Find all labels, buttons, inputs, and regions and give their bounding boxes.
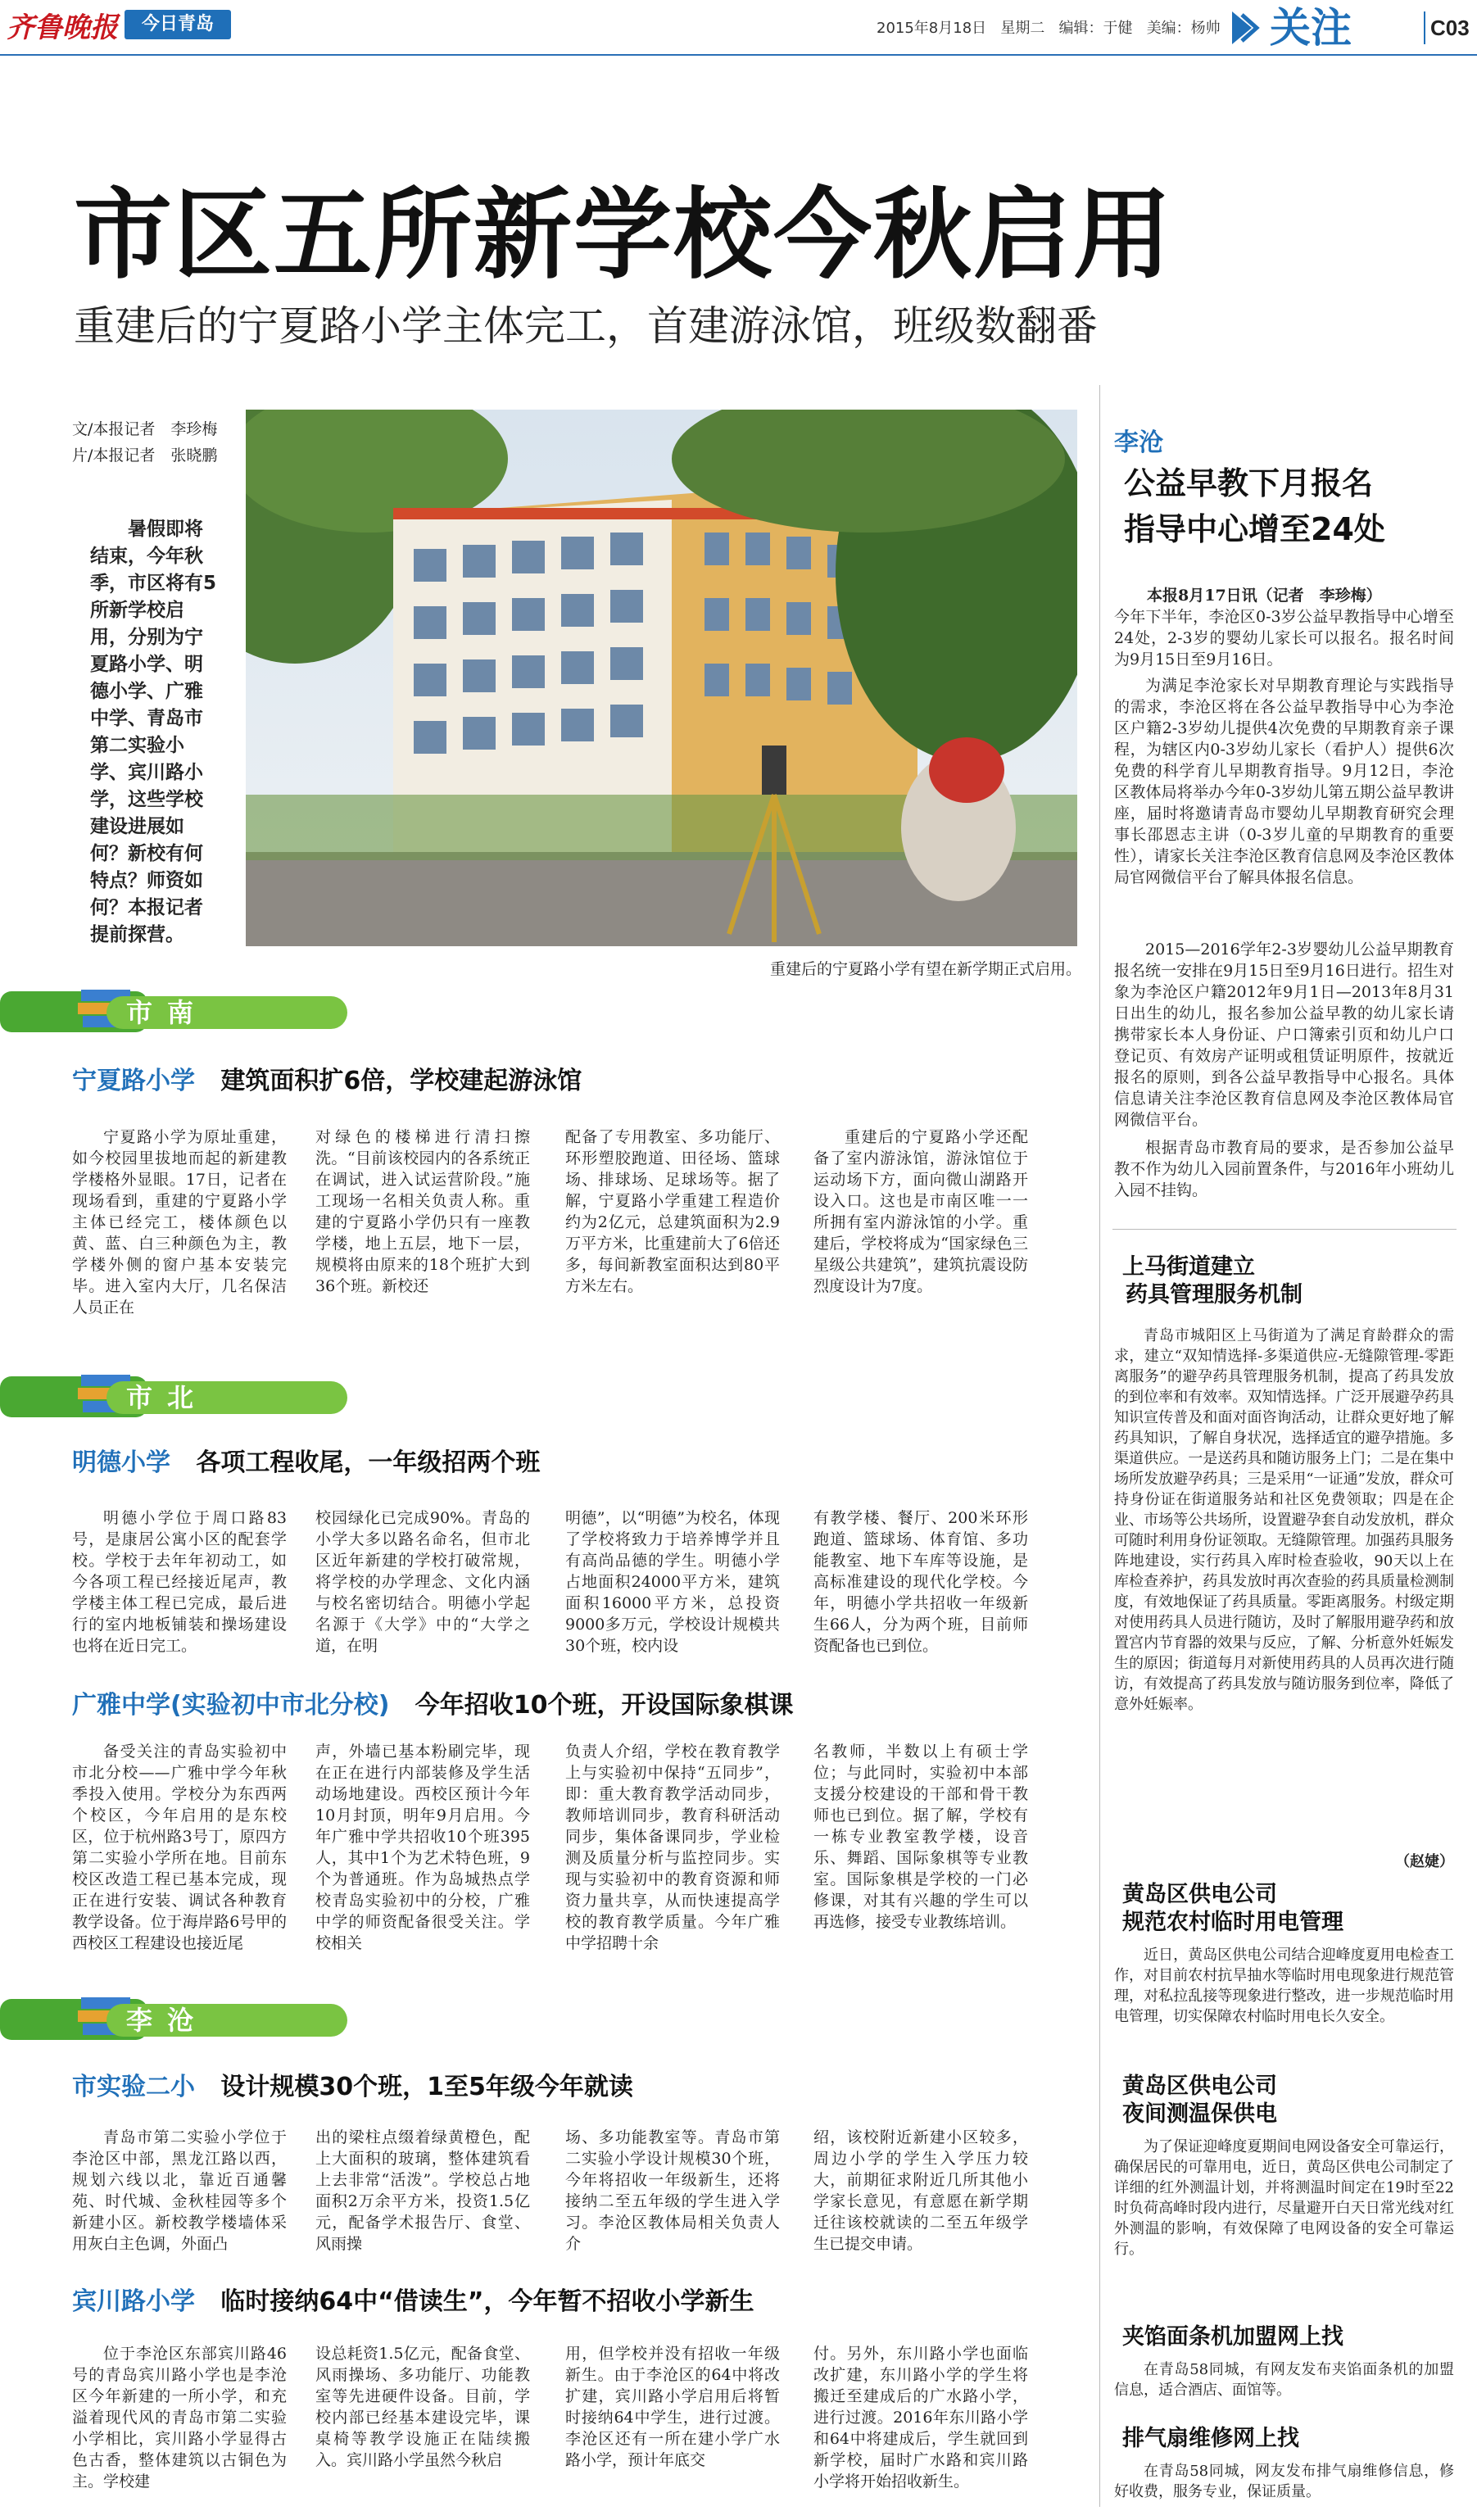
article-column: 场、多功能教室等。青岛市第二实验小学设计规模30个班，今年将招收一年级新生，还将接纳二至五年级的学生进入学习。李沧区教体局相关负责人介 (565, 2128, 780, 2253)
brief-text: 为了保证迎峰度夏期间电网设备安全可靠运行，确保居民的可靠用电，近日，黄岛区供电公司制定了详细的红外测温计划，并将测温时间定在19时至22时负荷高峰时段内进行，尽量避开白天日常光线对红外测温的影响，有效保障了电网设备的安全可靠运行。 (1114, 2138, 1454, 2258)
school-name: 宁夏路小学 (72, 1067, 195, 1095)
brief-headline: 黄岛区供电公司 规范农村临时用电管理 (1122, 1882, 1343, 1935)
article-column: 用，但学校并没有招收一年级新生。由于李沧区的64中将改扩建，宾川路小学启用后将暂时接纳64中学生，进行过渡。李沧区还有一所在建小学广水路小学，预计年底交 (565, 2345, 780, 2469)
sidebar-dateline: 本报8月17日讯（记者 李珍梅） (1147, 587, 1382, 605)
brief-text: 近日，黄岛区供电公司结合迎峰度夏用电检查工作，对目前农村抗旱抽水等临时用电现象进行规范管理，对私拉乱接等现象进行整改，进一步规范临时用电管理，切实保障农村临时用电长久安全。 (1114, 1947, 1454, 2025)
section-label: 今日青岛 (125, 10, 231, 39)
date: 2015年8月18日 (877, 20, 987, 37)
article-column: 校园绿化已完成90%。青岛的小学大多以路名命名，但市北区近年新建的学校打破常规，将学校的办学理念、文化内涵与校名密切结合。明德小学起名源于《大学》中的“大学之道，在明 (315, 1509, 530, 1655)
column-tag-label: 关注 (1270, 4, 1352, 52)
article-column: 宁夏路小学为原址重建，如今校园里拔地而起的新建教学楼格外显眼。17日，记者在现场看到，重建的宁夏路小学主体已经完工，楼体颜色以黄、蓝、白三种颜色为主，教学楼外侧的窗户基本安装完毕。进入室内大厅，几名保洁人员正在 (72, 1128, 287, 1317)
article-column: 青岛市第二实验小学位于李沧区中部，黑龙江路以西，规划六线以北，靠近百通馨苑、时代城、金秋桂园等多个新建小区。新校教学楼墙体采用灰白主色调，外面凸 (72, 2128, 287, 2253)
article-title: 各项工程收尾，一年级招两个班 (196, 1448, 541, 1477)
brief-headline: 夹馅面条机加盟网上找 (1122, 2324, 1343, 2350)
region-label: 市南 (106, 996, 347, 1029)
article-column: 位于李沧区东部宾川路46号的青岛宾川路小学也是李沧区今年新建的一所小学，和充溢着现代风的青岛市第二实验小学相比，宾川路小学显得古色古香，整体建筑以古铜色为主。学校建 (72, 2345, 287, 2491)
region-banner-shibei (0, 1376, 209, 1417)
main-headline: 市区五所新学校今秋启用 (74, 179, 1173, 292)
article-column: 重建后的宁夏路小学还配备了室内游泳馆，游泳馆位于运动场下方，面向微山湖路开设入口。这也是市南区唯一一所拥有室内游泳馆的小学。重建后，学校将成为“国家绿色三星级公共建筑”，建筑抗震设防烈度设计为7度。 (813, 1128, 1028, 1295)
region-label: 市北 (106, 1381, 347, 1414)
school-photo (246, 410, 1077, 946)
article-column: 出的梁柱点缀着绿黄橙色，配上大面积的玻璃，整体建筑看上去非常“活泼”。学校总占地面积2万余平方米，投资1.5亿元，配备学术报告厅、食堂、风雨操 (315, 2128, 530, 2253)
byline-writer: 文/本报记者 李珍梅 (72, 420, 218, 438)
brief-headline: 上马街道建立 药具管理服务机制 (1122, 1254, 1303, 1308)
article-column: 绍，该校附近新建小区较多，周边小学的学生入学压力较大，前期征求附近几所其他小学家长意见，有意愿在新学期迁往该校就读的二至五年级学生已提交申请。 (813, 2128, 1028, 2253)
sidebar-paragraph: 根据青岛市教育局的要求，是否参加公益早教不作为幼儿入园前置条件，与2016年小班幼儿入园不挂钩。 (1114, 1139, 1454, 1199)
article-column: 设总耗资1.5亿元，配备食堂、风雨操场、多功能厅、功能教室等先进硬件设备。目前，学校内部已经基本建设完毕，课桌椅等教学设施正在陆续搬入。宾川路小学虽然今秋启 (315, 2345, 530, 2469)
brief-text: 在青岛58同城，网友发布排气扇维修信息，修好收费，服务专业，保证质量。 (1114, 2463, 1454, 2500)
brief-text: 青岛市城阳区上马街道为了满足育龄群众的需求，建立“双知情选择-多渠道供应-无缝隙管理-零距离服务”的避孕药具管理服务机制，提高了药具发放的到位率和有效率。双知情选择。广泛开展避孕药具知识宣传普及和面对面咨询活动，让群众更好地了解药具知识，了解自身状况，选择适宜的避孕措施。多渠道供应。一是送药具和随访服务上门；二是在集中场所发放避孕药具；三是采用“一证通”发放，群众可持身份证在街道服务站和社区免费领取；四是在企业、市场等公共场所，设置避孕套自动发放机，群众可随时利用身份证领取。无缝隙管理。加强药具服务阵地建设，实行药具入库时检查验收，90天以上在库检查养护，药具发放时再次查验的药具质量检测制度，有效地保证了药具质量。零距离服务。村级定期对使用药具人员进行随访，及时了解服用避孕药和放置宫内节育器的效果与反应，了解、分析意外妊娠发生的原因；街道每月对新使用药具的人员再次进行随访，有效提高了药具发放与随访服务到位率，降低了意外妊娠率。 (1114, 1327, 1454, 1713)
sidebar-paragraph: 今年下半年，李沧区0-3岁公益早教指导中心增至24处，2-3岁的婴幼儿家长可以报名。报名时间为9月15日至9月16日。 (1114, 608, 1454, 669)
article-title: 设计规模30个班，1至5年级今年就读 (220, 2073, 633, 2101)
school-name: 市实验二小 (72, 2073, 195, 2101)
byline-photographer: 片/本报记者 张晓鹏 (72, 446, 218, 465)
article-heading-4 (72, 2073, 1096, 2105)
masthead (0, 0, 1477, 57)
sidebar-rule (1112, 1229, 1457, 1230)
sidebar-headline: 公益早教下月报名 指导中心增至24处 (1124, 465, 1385, 547)
article-column: 明德”，以“明德”为校名，体现了学校将致力于培养博学并且有高尚品德的学生。明德小学占地面积24000平方米，建筑面积16000平方米，总投资9000多万元，学校设计规模共30个班，校内设 (565, 1509, 780, 1655)
school-name: 广雅中学(实验初中市北分校) (72, 1691, 390, 1720)
brief-headline: 排气扇维修网上找 (1122, 2426, 1299, 2451)
school-name: 宾川路小学 (72, 2287, 195, 2316)
sidebar-paragraph: 2015—2016学年2-3岁婴幼儿公益早期教育报名统一安排在9月15日至9月16日进行。招生对象为李沧区户籍2012年9月1日—2013年8月31日出生的幼儿，报名参加公益早教的幼儿家长请携带家长本人身份证、户口簿索引页和幼儿户口登记页、有效房产证明或租赁证明原件，按就近报名的原则，到各公益早教指导中心报名。具体信息请关注李沧区教育信息网及李沧区教体局官网微信平台。 (1114, 940, 1454, 1129)
brief-author: （赵婕） (1395, 1853, 1454, 1870)
article-heading-3 (72, 1691, 1096, 1724)
column-tag (1229, 3, 1425, 52)
article-heading-5 (72, 2287, 1096, 2320)
article-heading-1 (72, 1067, 1096, 1099)
school-name: 明德小学 (72, 1448, 170, 1477)
brief-headline: 黄岛区供电公司 夜间测温保供电 (1122, 2074, 1277, 2127)
school-building-image (246, 410, 1077, 946)
article-column: 声，外墙已基本粉刷完毕，现在正在进行内部装修及学生活动场地建设。西校区预计今年10月封顶，明年9月启用。今年广雅中学共招收10个班395人，其中1个为艺术特色班，9个为普通班。作为岛城热点学校青岛实验初中的分校，广雅中学的师资配备很受关注。学校相关 (315, 1743, 530, 1952)
article-column: 对绿色的楼梯进行清扫擦洗。“目前该校园内的各系统正在调试，进入试运营阶段。”施工现场一名相关负责人称。重建的宁夏路小学仍只有一座教学楼，地上五层，地下一层，规模将由原来的18个班扩大到36个班。新校还 (315, 1128, 530, 1295)
byline (72, 416, 244, 474)
brief-text: 在青岛58同城，有网友发布夹馅面条机的加盟信息，适合酒店、面馆等。 (1114, 2361, 1454, 2399)
article-column: 明德小学位于周口路83号，是康居公寓小区的配套学校。学校于去年年初动工，如今各项工程已经接近尾声，教学楼主体工程已完成，最后进行的室内地板铺装和操场建设也将在近日完工。 (72, 1509, 287, 1655)
paper-logo: 齐鲁晚报 (7, 11, 118, 44)
article-column: 付。另外，东川路小学也面临改扩建，东川路小学的学生将搬迁至建成后的广水路小学，进行过渡。2016年东川路小学和64中将建成后，学生就回到新学校，届时广水路和宾川路小学将开始招收新生。 (813, 2345, 1028, 2491)
region-banner-shinan (0, 991, 209, 1032)
article-column: 名教师，半数以上有硕士学位；与此同时，实验初中本部支援分校建设的干部和骨干教师也已到位。据了解，学校有一栋专业教室教学楼，设音乐、舞蹈、国际象棋等专业教室。国际象棋是学校的一门必修课，对其有兴趣的学生可以再选修，接受专业教练培训。 (813, 1743, 1028, 1931)
article-column: 备受关注的青岛实验初中市北分校——广雅中学今年秋季投入使用。学校分为东西两个校区，今年启用的是东校区，位于杭州路3号丁，原四方第二实验小学所在地。目前东校区改造工程已基本完成，现正在进行安装、调试各种教育教学设备。位于海岸路6号甲的西校区工程建设也接近尾 (72, 1743, 287, 1952)
photo-caption: 重建后的宁夏路小学有望在新学期正式启用。 (769, 960, 1081, 978)
lead-paragraph: 暑假即将结束，今年秋季，市区将有5所新学校启用，分别为宁夏路小学、明德小学、广雅中学、青岛市第二实验小学、宾川路小学，这些学校建设进展如何？新校有何特点？师资如何？本报记者提前探营。 (90, 519, 217, 945)
header-rule (0, 54, 1477, 56)
sidebar-region: 李沧 (1114, 428, 1163, 457)
editor: 编辑：于健 (1058, 20, 1133, 37)
article-column: 有教学楼、餐厅、200米环形跑道、篮球场、体育馆、多功能教室、地下车库等设施，是高标准建设的现代化学校。今年，明德小学共招收一年级新生66人，分为两个班，目前师资配备也已到位。 (813, 1509, 1028, 1655)
article-column: 配备了专用教室、多功能厅、环形塑胶跑道、田径场、篮球场、排球场、足球场等。据了解，宁夏路小学重建工程造价约为2亿元，总建筑面积为2.9万平方米，比重建前大了6倍还多，每间新教室面积达到80平方米左右。 (565, 1128, 780, 1295)
article-title: 临时接纳64中“借读生”，今年暂不招收小学新生 (220, 2287, 754, 2316)
sidebar-divider (1099, 385, 1100, 2507)
article-title: 今年招收10个班，开设国际象棋课 (415, 1691, 794, 1720)
page-number: C03 (1424, 11, 1477, 44)
sub-headline: 重建后的宁夏路小学主体完工，首建游泳馆，班级数翻番 (74, 302, 1098, 350)
region-label: 李沧 (106, 2004, 347, 2037)
article-title: 建筑面积扩6倍，学校建起游泳馆 (220, 1067, 582, 1095)
date-line (877, 16, 1221, 38)
weekday: 星期二 (1000, 20, 1045, 37)
article-column: 负责人介绍，学校在教育教学上与实验初中保持“五同步”，即：重大教育教学活动同步，教师培训同步，教育科研活动同步，集体备课同步，学业检测及质量分析与监控同步。实现与实验初中的教育资源和师资力量共享，从而快速提高学校的教育教学质量。今年广雅中学招聘十余 (565, 1743, 780, 1952)
designer: 美编：杨帅 (1146, 20, 1221, 37)
arrow-icon (1229, 7, 1262, 49)
sidebar-paragraph: 为满足李沧家长对早期教育理论与实践指导的需求，李沧区将在各公益早教指导中心为李沧区户籍2-3岁幼儿提供4次免费的早期教育亲子课程，为辖区内0-3岁幼儿家长（看护人）提供6次免费的科学育儿早期教育指导。9月12日，李沧区教体局将举办今年0-3岁幼儿第五期公益早教讲座，届时将邀请青岛市婴幼儿早期教育研究会理事长邵恩志主讲（0-3岁儿童的早期教育的重要性），请家长关注李沧区教育信息网及李沧区教体局官网微信平台了解具体报名信息。 (1114, 677, 1454, 886)
region-banner-licang (0, 1999, 209, 2040)
article-heading-2 (72, 1448, 1096, 1481)
